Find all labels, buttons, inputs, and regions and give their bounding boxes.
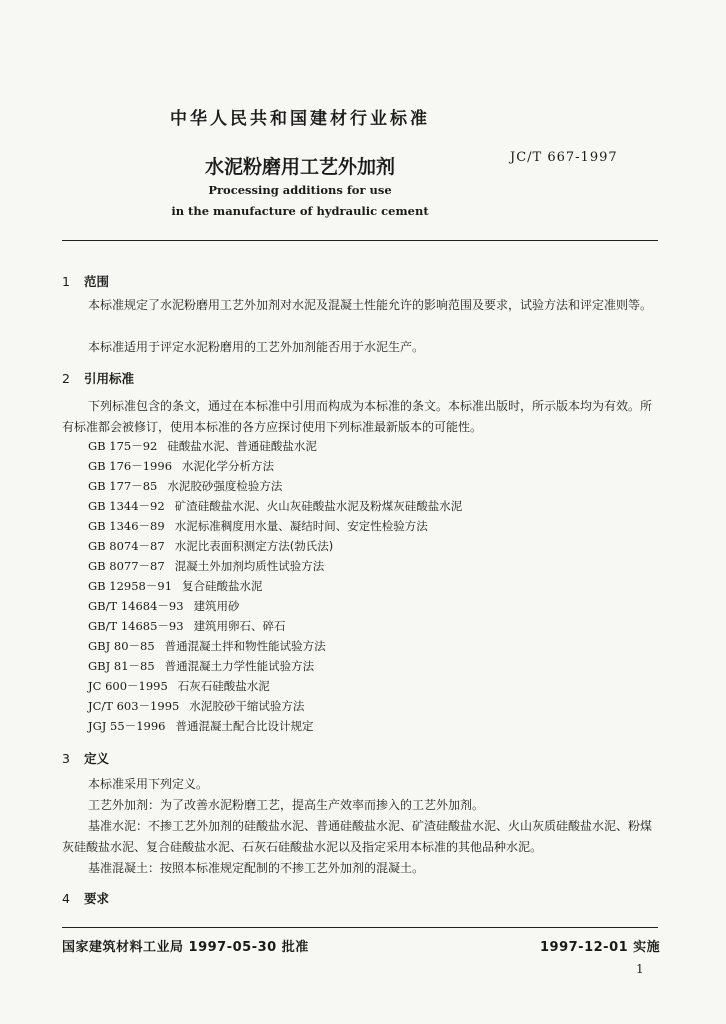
reference-code: GB 175－92 xyxy=(88,439,158,453)
reference-code: GB 1346－89 xyxy=(88,519,165,533)
section-1-heading xyxy=(62,272,109,290)
reference-title: 建筑用砂 xyxy=(193,599,240,613)
reference-item xyxy=(88,538,333,554)
reference-item xyxy=(88,458,274,474)
section-3-paragraph-1: 本标准采用下列定义。 xyxy=(88,777,209,791)
english-title-line-1: Processing additions for use xyxy=(208,183,392,197)
section-3-paragraph-2: 工艺外加剂：为了改善水泥粉磨工艺，提高生产效率而掺入的工艺外加剂。 xyxy=(88,798,485,812)
reference-code: GB/T 14685－93 xyxy=(88,619,184,633)
reference-item xyxy=(88,618,286,634)
reference-item xyxy=(88,658,314,674)
section-3-heading xyxy=(62,749,109,767)
reference-item xyxy=(88,638,326,654)
reference-title: 水泥比表面积测定方法(勃氏法) xyxy=(174,539,334,553)
issuing-body: 中华人民共和国建材行业标准 xyxy=(170,109,430,129)
section-1-paragraph-2: 本标准适用于评定水泥粉磨用的工艺外加剂能否用于水泥生产。 xyxy=(88,340,425,354)
section-3-paragraph-3: 基准水泥：不掺工艺外加剂的硅酸盐水泥、普通硅酸盐水泥、矿渣硅酸盐水泥、火山灰质硅酸盐水泥、粉煤灰硅酸盐水泥、复合硅酸盐水泥、石灰石硅酸盐水泥以及指定采用本标准的其他品种水泥。 xyxy=(62,819,653,854)
reference-title: 水泥标准稠度用水量、凝结时间、安定性检验方法 xyxy=(174,519,428,533)
reference-item xyxy=(88,558,324,574)
footer-rule xyxy=(62,927,658,928)
reference-code: GB 176－1996 xyxy=(88,459,173,473)
reference-item xyxy=(88,478,282,494)
reference-title: 建筑用卵石、碎石 xyxy=(193,619,286,633)
reference-item xyxy=(88,578,263,594)
reference-code: GB 177－85 xyxy=(88,479,158,493)
section-title: 范围 xyxy=(84,274,110,289)
implementation-line: 1997-12-01 实施 xyxy=(540,940,661,955)
document-title: 水泥粉磨用工艺外加剂 xyxy=(204,156,395,178)
section-3-paragraph-4: 基准混凝土：按照本标准规定配制的不掺工艺外加剂的混凝土。 xyxy=(88,861,425,875)
reference-title: 石灰石硅酸盐水泥 xyxy=(177,679,270,693)
section-1-paragraph-1: 本标准规定了水泥粉磨用工艺外加剂对水泥及混凝土性能允许的影响范围及要求，试验方法和评定准则等。 xyxy=(88,298,653,312)
reference-title: 普通混凝土配合比设计规定 xyxy=(175,719,314,733)
section-number: 3 xyxy=(62,751,70,766)
section-title: 要求 xyxy=(84,891,110,906)
reference-title: 复合硅酸盐水泥 xyxy=(182,579,263,593)
reference-title: 矿渣硅酸盐水泥、火山灰硅酸盐水泥及粉煤灰硅酸盐水泥 xyxy=(174,499,463,513)
reference-code: JGJ 55－1996 xyxy=(88,719,166,733)
section-number: 4 xyxy=(62,891,70,906)
reference-item xyxy=(88,438,317,454)
reference-code: GB 8074－87 xyxy=(88,539,165,553)
english-title-line-2: in the manufacture of hydraulic cement xyxy=(171,204,429,218)
header-rule xyxy=(62,240,658,241)
reference-code: GB 8077－87 xyxy=(88,559,165,573)
reference-title: 混凝土外加剂均质性试验方法 xyxy=(174,559,325,573)
standard-code: JC/T 667-1997 xyxy=(510,150,618,165)
reference-code: GBJ 80－85 xyxy=(88,639,155,653)
reference-code: GB/T 14684－93 xyxy=(88,599,184,613)
section-2-paragraph-1: 下列标准包含的条文，通过在本标准中引用而构成为本标准的条文。本标准出版时，所示版本均为有效。所有标准都会被修订，使用本标准的各方应探讨使用下列标准最新版本的可能性。 xyxy=(62,399,653,434)
reference-item xyxy=(88,518,428,534)
section-2-heading xyxy=(62,369,134,387)
section-number: 1 xyxy=(62,274,70,289)
reference-title: 水泥化学分析方法 xyxy=(182,459,275,473)
reference-code: JC 600－1995 xyxy=(88,679,168,693)
reference-item xyxy=(88,678,270,694)
reference-item xyxy=(88,598,240,614)
reference-code: GB 1344－92 xyxy=(88,499,165,513)
reference-item xyxy=(88,718,313,734)
reference-title: 硅酸盐水泥、普通硅酸盐水泥 xyxy=(167,439,317,453)
reference-code: JC/T 603－1995 xyxy=(88,699,180,713)
reference-item xyxy=(88,498,462,514)
section-title: 引用标准 xyxy=(84,371,135,386)
section-title: 定义 xyxy=(84,751,110,766)
reference-title: 水泥胶砂干缩试验方法 xyxy=(189,699,305,713)
approval-line: 国家建筑材料工业局 1997-05-30 批准 xyxy=(62,940,309,955)
reference-title: 水泥胶砂强度检验方法 xyxy=(167,479,283,493)
section-number: 2 xyxy=(62,371,70,386)
page-number: 1 xyxy=(636,962,644,976)
reference-code: GB 12958－91 xyxy=(88,579,173,593)
reference-code: GBJ 81－85 xyxy=(88,659,155,673)
section-4-heading xyxy=(62,889,109,907)
reference-item xyxy=(88,698,304,714)
reference-title: 普通混凝土拌和物性能试验方法 xyxy=(164,639,326,653)
reference-title: 普通混凝土力学性能试验方法 xyxy=(164,659,315,673)
